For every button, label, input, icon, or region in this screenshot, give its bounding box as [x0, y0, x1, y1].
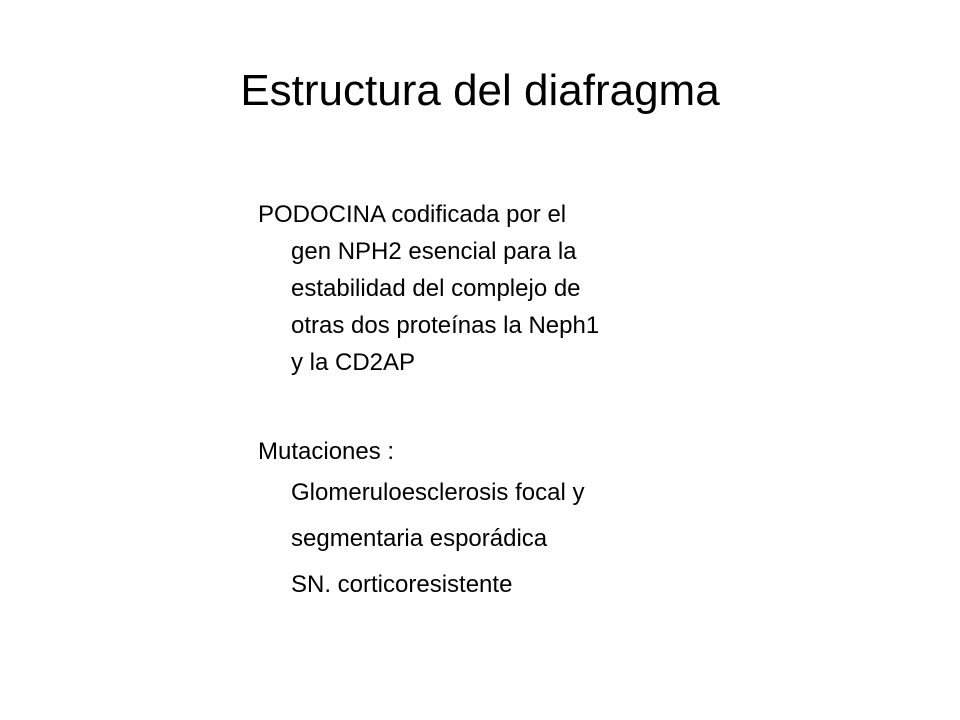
paragraph-line: otras dos proteínas la Neph1: [291, 312, 600, 339]
paragraph-line: gen NPH2 esencial para la: [291, 238, 577, 265]
spacer: [258, 381, 728, 433]
list-item: SN. corticoresistente: [291, 571, 513, 598]
paragraph-line: PODOCINA codificada por el: [258, 201, 567, 228]
paragraph-line: y la CD2AP: [291, 349, 416, 376]
paragraph-line: estabilidad del complejo de: [291, 275, 581, 302]
podocina-paragraph: [258, 196, 728, 381]
mutations-list: [258, 470, 728, 608]
slide-title: Estructura del diafragma: [240, 66, 720, 115]
list-item: Glomeruloesclerosis focal y: [291, 479, 585, 506]
list-item: segmentaria esporádica: [291, 525, 548, 552]
slide-body: [258, 196, 728, 608]
mutations-heading: Mutaciones :: [258, 438, 395, 465]
